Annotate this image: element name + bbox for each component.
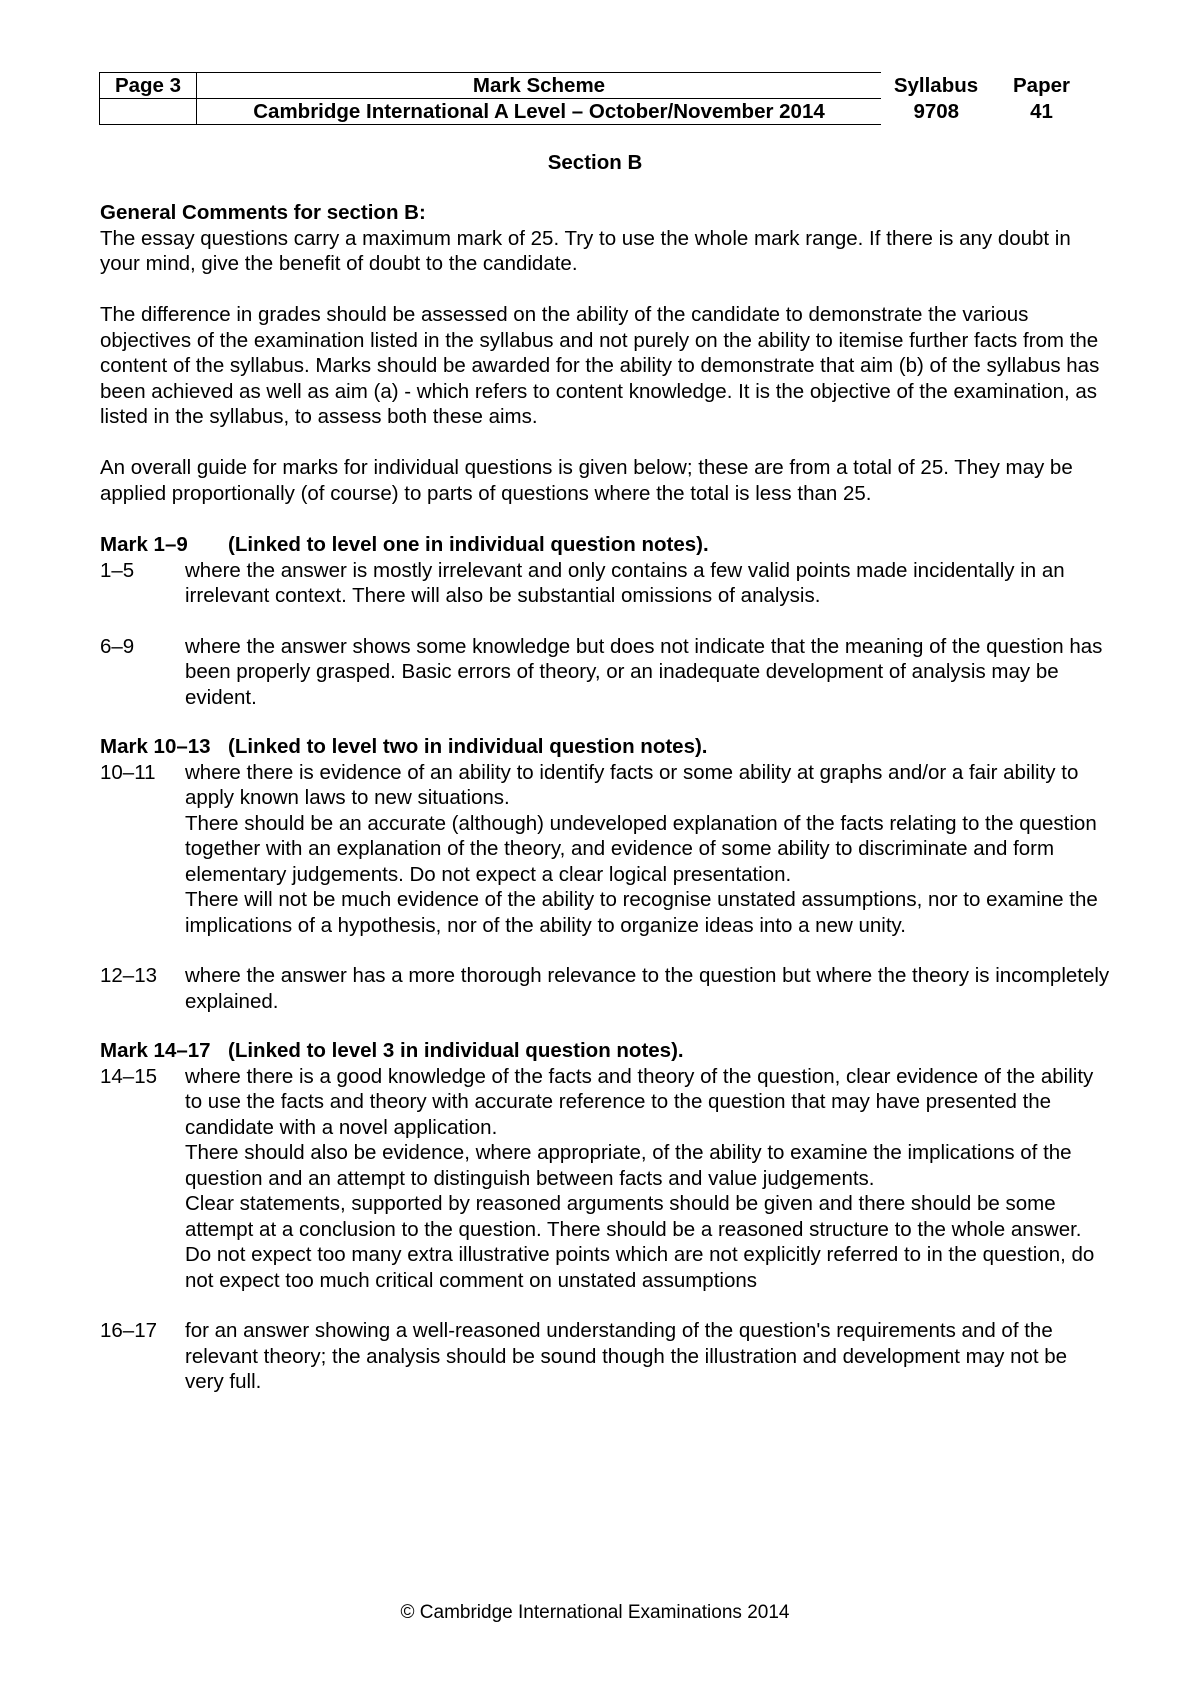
general-para-1: The essay questions carry a maximum mark of 25. Try to use the whole mark range. If there is any doubt in your mind, give the benefit of doubt to the candidate. <box>100 226 1071 275</box>
mark-range: 6–9 <box>100 634 135 658</box>
general-para-3-block <box>100 455 1110 506</box>
mark-criteria: where there is evidence of an ability to identify facts or some ability at graphs and/or a fair ability to apply known laws to new situations. <box>185 760 1079 809</box>
mark-criteria: where the answer is mostly irrelevant and only contains a few valid points made incidentally in an irrelevant context. There will also be substantial omissions of analysis. <box>185 558 1065 607</box>
page-number: Page 3 <box>100 73 197 99</box>
copyright-footer: © Cambridge International Examinations 2014 <box>400 1602 790 1623</box>
page-number-blank <box>100 99 197 125</box>
document-subtitle: Cambridge International A Level – October/November 2014 <box>197 99 882 125</box>
mark-row <box>100 558 1110 609</box>
mark-range: 12–13 <box>100 964 158 987</box>
general-para-3: An overall guide for marks for individual questions is given below; these are from a total of 25. They may be applied proportionally (of course) to parts of questions where the total is less than 25. <box>100 456 1073 505</box>
mark-band-1 <box>100 532 1110 710</box>
mark-band-3 <box>100 1038 1110 1395</box>
mark-row <box>100 1064 1110 1294</box>
mark-criteria-block <box>185 760 1110 939</box>
general-para-2-block <box>100 302 1110 430</box>
general-para-2: The difference in grades should be assessed on the ability of the candidate to demonstrate the various objectives of the examination listed in the syllabus and not purely on the ability to itemise further facts from the content of the syllabus. Marks should be awarded for the ability to demonstrate that aim (b) of the syllabus has been achieved as well as aim (a) - which refers to content knowledge. It is the objective of the examination, as listed in the syllabus, to assess both these aims. <box>100 303 1100 428</box>
mark-band-label: Mark 1–9 <box>100 533 188 556</box>
mark-band-heading <box>100 734 1110 760</box>
header-row-1 <box>100 73 1092 99</box>
syllabus-label: Syllabus <box>893 73 979 97</box>
mark-criteria-extra: There will not be much evidence of the ability to recognise unstated assumptions, nor to examine the implications of a hypothesis, nor of the ability to organize ideas into a new unity. <box>185 888 1098 937</box>
mark-range: 10–11 <box>100 760 156 784</box>
mark-row <box>100 963 1110 1014</box>
header-row-2 <box>100 99 1092 125</box>
document-title: Mark Scheme <box>197 73 882 99</box>
mark-row <box>100 760 1110 939</box>
paper-value: 41 <box>1030 99 1053 123</box>
mark-range: 14–15 <box>100 1064 158 1088</box>
mark-band-desc: (Linked to level two in individual question notes). <box>228 735 708 758</box>
header-table <box>99 72 1092 125</box>
mark-criteria-extra: There should also be evidence, where appropriate, of the ability to examine the implications of the question and an attempt to distinguish between facts and value judgements. <box>185 1141 1072 1190</box>
syllabus-value: 9708 <box>913 99 960 123</box>
mark-row <box>100 634 1110 711</box>
mark-criteria: where the answer shows some knowledge but does not indicate that the meaning of the question has been properly grasped. Basic errors of theory, or an inadequate development of analysis may be evident. <box>185 634 1103 709</box>
mark-band-desc: (Linked to level 3 in individual question notes). <box>228 1039 684 1062</box>
paper-label: Paper <box>1013 73 1070 97</box>
general-comments <box>100 200 1110 277</box>
mark-band-heading <box>100 532 1110 558</box>
mark-band-heading <box>100 1038 1110 1064</box>
mark-criteria: for an answer showing a well-reasoned understanding of the question's requirements and of the relevant theory; the analysis should be sound though the illustration and development may not be very full. <box>185 1319 1068 1393</box>
mark-criteria: where there is a good knowledge of the facts and theory of the question, clear evidence of the ability to use the facts and theory with accurate reference to the question that may have presented the candidate with a novel application. <box>185 1064 1094 1139</box>
mark-criteria-extra: There should be an accurate (although) undeveloped explanation of the facts relating to the question together with an explanation of the theory, and evidence of some ability to discriminate and form elementary judgements. Do not expect a clear logical presentation. <box>185 811 1097 886</box>
mark-criteria: where the answer has a more thorough relevance to the question but where the theory is incompletely explained. <box>185 964 1110 1013</box>
mark-band-desc: (Linked to level one in individual question notes). <box>228 533 709 556</box>
section-title: Section B <box>547 151 643 174</box>
mark-band-2 <box>100 734 1110 1014</box>
mark-band-label: Mark 14–17 <box>100 1039 211 1062</box>
mark-criteria-block <box>185 1064 1110 1294</box>
mark-band-label: Mark 10–13 <box>100 735 211 758</box>
general-heading: General Comments for section B: <box>100 201 426 224</box>
mark-criteria-extra: Clear statements, supported by reasoned arguments should be given and there should be some attempt at a conclusion to the question. There should be a reasoned structure to the whole answer. Do not expect too many extra illustrative points which are not explicitly referred to in the question, do not expect too much critical comment on unstated assumptions <box>185 1192 1095 1292</box>
mark-range: 1–5 <box>100 558 135 582</box>
mark-row <box>100 1318 1110 1395</box>
mark-range: 16–17 <box>100 1319 158 1342</box>
